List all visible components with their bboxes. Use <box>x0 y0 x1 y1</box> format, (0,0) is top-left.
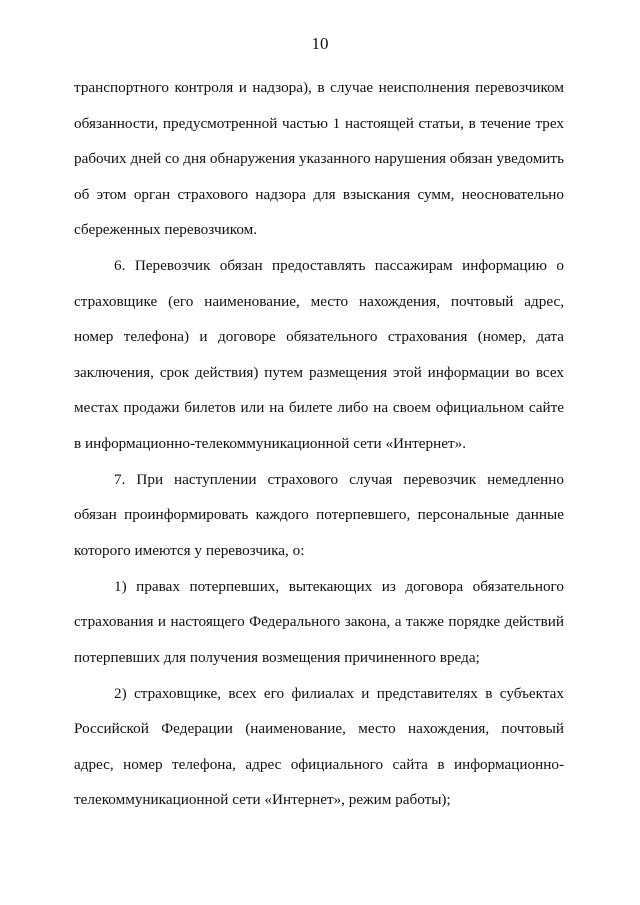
paragraph-7-item-1: 1) правах потерпевших, вытекающих из договора обязательного страхования и настоящего Федерального закона, а также порядке действий потерпевших для получения возмещения причиненного вреда; <box>74 577 564 666</box>
paragraph-6: 6. Перевозчик обязан предоставлять пассажирам информацию о страховщике (его наименование, место нахождения, почтовый адрес, номер телефона) и договоре обязательного страхования (номер, дата заключения, срок действия) путем размещения этой информации во всех местах продажи билетов или на билете либо на своем официальном сайте в информационно-телекоммуникационной сети «Интернет». <box>74 257 564 452</box>
paragraph-continuation: транспортного контроля и надзора), в случае неисполнения перевозчиком обязанности, предусмотренной частью 1 настоящей статьи, в течение трех рабочих дней со дня обнаружения указанного нарушения обязан уведомить об этом орган страхового надзора для взыскания сумм, неосновательно сбереженных перевозчиком. <box>74 79 564 238</box>
page-number: 10 <box>311 34 329 53</box>
document-body <box>74 70 564 818</box>
paragraph-7: 7. При наступлении страхового случая перевозчик немедленно обязан проинформировать каждого потерпевшего, персональные данные которого имеются у перевозчика, о: <box>74 470 564 559</box>
paragraph-7-item-2: 2) страховщике, всех его филиалах и представителях в субъектах Российской Федерации (наименование, место нахождения, почтовый адрес, номер телефона, адрес официального сайта в информационно-телекоммуникационной сети «Интернет», режим работы); <box>74 684 564 808</box>
